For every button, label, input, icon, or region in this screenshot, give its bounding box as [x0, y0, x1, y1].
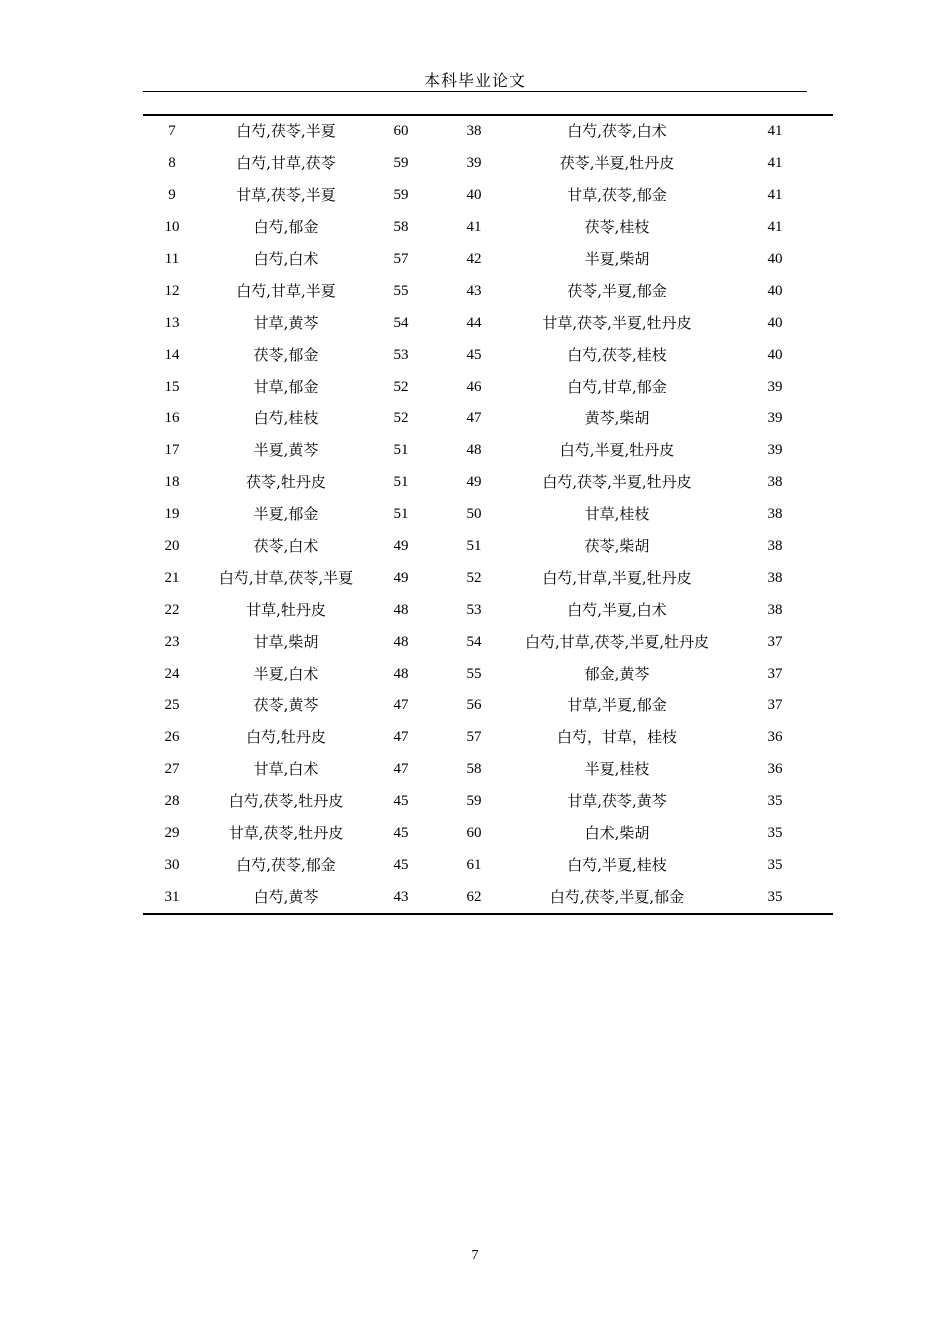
row-index-right: 56	[466, 697, 482, 714]
row-index-right: 40	[466, 187, 482, 204]
row-index-left: 16	[164, 410, 180, 427]
frequency-left: 48	[393, 601, 409, 618]
row-index-left: 21	[164, 569, 180, 586]
table-row	[143, 658, 833, 690]
frequency-left: 52	[393, 410, 409, 427]
herb-combination-table-container	[143, 114, 833, 915]
row-index-left: 11	[164, 251, 180, 267]
row-index-left: 26	[164, 729, 180, 746]
row-index-right: 53	[466, 601, 482, 618]
row-index-left: 12	[164, 282, 180, 299]
row-index-right: 58	[466, 761, 482, 778]
table-body	[143, 115, 833, 914]
herb-combination-left: 半夏,黄芩	[253, 441, 319, 460]
herb-combination-left: 白芍,甘草,茯苓	[236, 154, 336, 173]
table-row	[143, 435, 833, 467]
row-index-right: 41	[466, 219, 482, 236]
table-row	[143, 339, 833, 371]
frequency-right: 41	[767, 155, 783, 172]
row-index-left: 8	[168, 155, 176, 172]
frequency-right: 39	[767, 442, 783, 459]
herb-combination-right: 半夏,桂枝	[584, 760, 650, 779]
row-index-right: 61	[466, 856, 482, 873]
herb-combination-left: 白芍,白术	[253, 250, 319, 268]
table-row	[143, 467, 833, 499]
herb-combination-left: 白芍,牡丹皮	[246, 728, 326, 747]
frequency-left: 55	[393, 282, 409, 299]
frequency-right: 39	[767, 378, 783, 395]
herb-combination-left: 白芍,黄芩	[253, 887, 319, 906]
row-index-right: 49	[466, 474, 482, 491]
frequency-left: 60	[393, 123, 409, 140]
frequency-right: 35	[767, 825, 783, 842]
row-index-right: 46	[466, 378, 482, 395]
herb-combination-right: 白芍,半夏,桂枝	[567, 855, 667, 874]
table-row	[143, 754, 833, 786]
herb-combination-right: 白芍,茯苓,半夏,牡丹皮	[542, 473, 692, 492]
frequency-left: 49	[393, 538, 409, 555]
row-index-right: 47	[466, 410, 482, 427]
frequency-right: 36	[767, 729, 783, 746]
frequency-left: 53	[393, 346, 409, 363]
herb-combination-right: 白芍,甘草,半夏,牡丹皮	[542, 568, 692, 587]
herb-combination-right: 半夏,柴胡	[584, 250, 650, 268]
page-header-title: 本科毕业论文	[423, 71, 526, 90]
table-row	[143, 275, 833, 307]
herb-combination-right: 白芍,甘草,茯苓,半夏,牡丹皮	[524, 632, 710, 651]
row-index-right: 45	[466, 346, 482, 363]
table-row	[143, 818, 833, 850]
frequency-right: 35	[767, 793, 783, 810]
table-row	[143, 562, 833, 594]
frequency-right: 37	[767, 697, 783, 714]
table-row	[143, 115, 833, 148]
herb-combination-right: 茯苓,半夏,牡丹皮	[559, 154, 675, 173]
row-index-right: 43	[466, 282, 482, 299]
row-index-left: 19	[164, 506, 180, 523]
frequency-right: 41	[767, 123, 783, 140]
frequency-left: 51	[393, 506, 409, 523]
table-row	[143, 722, 833, 754]
frequency-right: 35	[767, 856, 783, 873]
row-index-left: 30	[164, 856, 180, 873]
herb-combination-left: 茯苓,牡丹皮	[246, 473, 326, 492]
frequency-right: 35	[767, 888, 783, 905]
table-row	[143, 371, 833, 403]
table-row	[143, 786, 833, 818]
row-index-right: 57	[466, 729, 482, 746]
frequency-right: 38	[767, 601, 783, 618]
row-index-left: 27	[164, 761, 180, 778]
table-row	[143, 244, 833, 276]
row-index-right: 54	[466, 633, 482, 650]
herb-combination-left: 甘草,茯苓,牡丹皮	[228, 824, 344, 843]
frequency-left: 45	[393, 856, 409, 873]
row-index-left: 18	[164, 474, 180, 491]
row-index-right: 52	[466, 569, 482, 586]
frequency-right: 38	[767, 538, 783, 555]
row-index-left: 10	[164, 219, 180, 236]
table-row	[143, 307, 833, 339]
herb-combination-left: 白芍,甘草,半夏	[236, 281, 336, 300]
row-index-left: 31	[164, 888, 180, 905]
herb-combination-left: 甘草,黄芩	[253, 313, 319, 332]
row-index-right: 38	[466, 123, 482, 140]
herb-combination-right: 黄芩,柴胡	[584, 409, 650, 428]
row-index-right: 42	[466, 251, 482, 267]
row-index-left: 9	[168, 187, 176, 204]
frequency-right: 37	[767, 633, 783, 650]
row-index-right: 59	[466, 793, 482, 810]
row-index-left: 17	[164, 442, 180, 459]
page-number: 7	[471, 1248, 479, 1263]
frequency-right: 40	[767, 346, 783, 363]
frequency-left: 47	[393, 697, 409, 714]
frequency-left: 45	[393, 793, 409, 810]
herb-combination-right: 白芍,甘草,郁金	[567, 377, 667, 396]
frequency-right: 38	[767, 474, 783, 491]
frequency-left: 47	[393, 761, 409, 778]
frequency-right: 40	[767, 314, 783, 331]
herb-combination-right: 白芍,半夏,白术	[567, 600, 667, 619]
frequency-left: 48	[393, 633, 409, 650]
row-index-left: 29	[164, 825, 180, 842]
herb-combination-left: 白芍,茯苓,牡丹皮	[228, 792, 344, 811]
table-row	[143, 881, 833, 914]
row-index-right: 60	[466, 825, 482, 842]
herb-combination-left: 甘草,牡丹皮	[246, 600, 326, 619]
table-row	[143, 594, 833, 626]
herb-combination-left: 甘草,茯苓,半夏	[236, 186, 336, 205]
herb-combination-left: 茯苓,郁金	[253, 345, 319, 364]
row-index-right: 62	[466, 888, 482, 905]
herb-combination-right: 白芍,茯苓,白术	[567, 122, 667, 141]
frequency-left: 47	[393, 729, 409, 746]
frequency-left: 54	[393, 314, 409, 331]
row-index-right: 51	[466, 538, 482, 555]
frequency-right: 41	[767, 219, 783, 236]
frequency-right: 39	[767, 410, 783, 427]
herb-combination-right: 茯苓,柴胡	[584, 537, 650, 556]
frequency-right: 40	[767, 282, 783, 299]
herb-combination-right: 甘草,茯苓,郁金	[567, 186, 667, 205]
frequency-left: 57	[393, 251, 409, 267]
header-divider	[143, 91, 807, 92]
frequency-left: 49	[393, 569, 409, 586]
herb-combination-left: 茯苓,黄芩	[253, 696, 319, 715]
herb-combination-right: 茯苓,桂枝	[584, 218, 650, 237]
herb-combination-right: 白芍，甘草，桂枝	[556, 728, 677, 747]
herb-combination-left: 白芍,桂枝	[253, 409, 319, 428]
frequency-right: 40	[767, 251, 783, 267]
herb-combination-right: 甘草,半夏,郁金	[567, 696, 667, 715]
frequency-left: 43	[393, 888, 409, 905]
row-index-left: 15	[164, 378, 180, 395]
frequency-right: 38	[767, 506, 783, 523]
herb-combination-left: 半夏,郁金	[253, 505, 319, 524]
herb-combination-left: 半夏,白术	[253, 664, 319, 683]
frequency-left: 51	[393, 442, 409, 459]
row-index-left: 13	[164, 314, 180, 331]
herb-combination-left: 白芍,郁金	[253, 218, 319, 237]
table-row	[143, 148, 833, 180]
row-index-right: 48	[466, 442, 482, 459]
table-row	[143, 626, 833, 658]
frequency-left: 59	[393, 155, 409, 172]
row-index-left: 7	[168, 123, 176, 140]
row-index-left: 24	[164, 665, 180, 682]
row-index-right: 39	[466, 155, 482, 172]
table-row	[143, 531, 833, 563]
frequency-right: 37	[767, 665, 783, 682]
row-index-left: 23	[164, 633, 180, 650]
table-row	[143, 499, 833, 531]
herb-combination-right: 甘草,茯苓,黄芩	[567, 792, 667, 811]
herb-combination-right: 白芍,茯苓,半夏,郁金	[549, 887, 685, 906]
herb-combination-right: 白芍,茯苓,桂枝	[567, 345, 667, 364]
frequency-right: 41	[767, 187, 783, 204]
herb-combination-left: 白芍,茯苓,郁金	[236, 855, 336, 874]
frequency-left: 58	[393, 219, 409, 236]
frequency-left: 59	[393, 187, 409, 204]
row-index-left: 20	[164, 538, 180, 555]
row-index-right: 44	[466, 314, 482, 331]
frequency-left: 52	[393, 378, 409, 395]
table-row	[143, 212, 833, 244]
table-row	[143, 690, 833, 722]
herb-combination-right: 白芍,半夏,牡丹皮	[559, 441, 675, 460]
row-index-left: 25	[164, 697, 180, 714]
row-index-left: 28	[164, 793, 180, 810]
table-row	[143, 180, 833, 212]
herb-combination-right: 甘草,茯苓,半夏,牡丹皮	[542, 313, 692, 332]
table-row	[143, 403, 833, 435]
frequency-left: 51	[393, 474, 409, 491]
table-row	[143, 849, 833, 881]
herb-combination-right: 茯苓,半夏,郁金	[567, 281, 667, 300]
row-index-right: 50	[466, 506, 482, 523]
row-index-left: 14	[164, 346, 180, 363]
frequency-right: 38	[767, 569, 783, 586]
row-index-left: 22	[164, 601, 180, 618]
frequency-right: 36	[767, 761, 783, 778]
herb-combination-left: 茯苓,白术	[253, 537, 319, 556]
row-index-right: 55	[466, 665, 482, 682]
herb-combination-left: 白芍,茯苓,半夏	[236, 122, 336, 141]
frequency-left: 45	[393, 825, 409, 842]
herb-combination-left: 甘草,郁金	[253, 377, 319, 396]
frequency-left: 48	[393, 665, 409, 682]
herb-combination-table	[143, 114, 833, 915]
herb-combination-left: 甘草,白术	[253, 760, 319, 779]
herb-combination-right: 郁金,黄芩	[584, 664, 650, 683]
herb-combination-right: 白术,柴胡	[584, 824, 650, 843]
herb-combination-left: 甘草,柴胡	[253, 632, 319, 651]
herb-combination-left: 白芍,甘草,茯苓,半夏	[218, 568, 354, 587]
herb-combination-right: 甘草,桂枝	[584, 505, 650, 524]
